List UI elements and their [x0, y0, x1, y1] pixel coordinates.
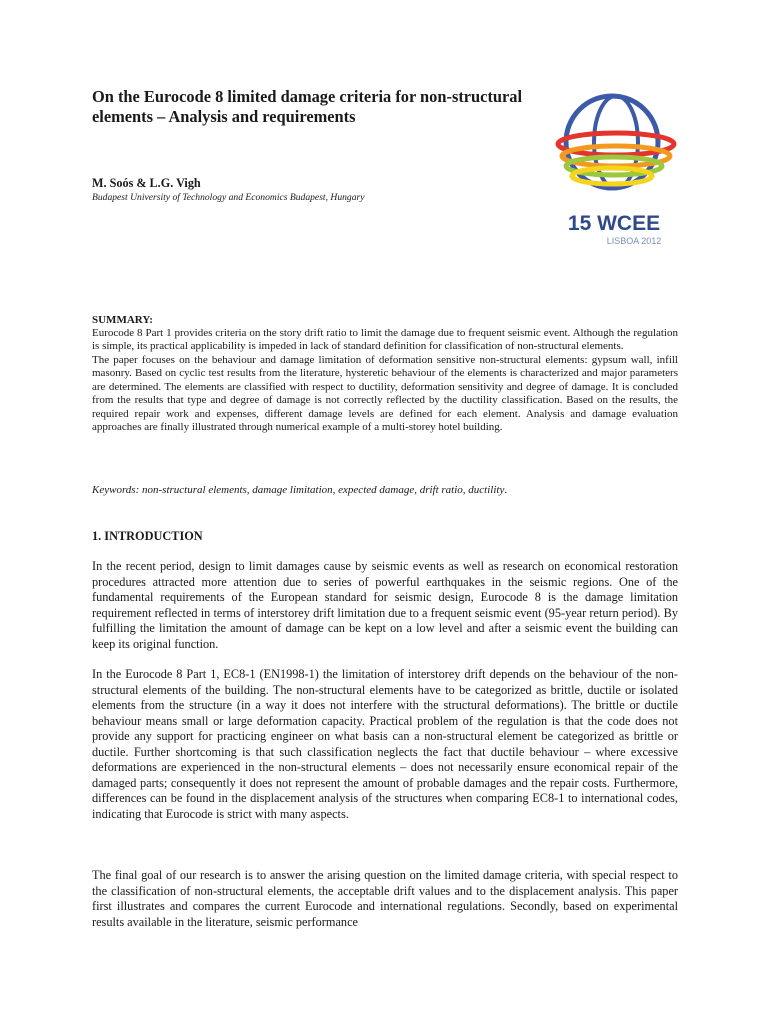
summary-body: [92, 327, 678, 435]
logo-subtitle: LISBOA 2012: [606, 236, 662, 246]
paper-authors: M. Soós & L.G. Vigh: [92, 176, 201, 190]
logo-title: 15 WCEE: [567, 212, 661, 235]
summary-paragraph: Eurocode 8 Part 1 provides criteria on the story drift ratio to limit the damage due to frequent seismic event. Although the regulation is simple, its practical applicability is impeded in lack of standard definition for classification of non-structural elements.: [92, 327, 678, 353]
body-paragraph: In the recent period, design to limit damages cause by seismic events as well as research on economical restoration procedures attracted more attention due to series of powerful earthquakes in the seismic regions. One of the fundamental requirements of the European standard for seismic design, Eurocode 8 is the damage limitation requirement reflected in terms of interstorey drift limitation due to a frequent seismic event (95-year return period). By fulfilling the limitation the amount of damage can be kept on a low level and after a seismic event the building can keep its original function.: [92, 559, 678, 651]
body-paragraph: The final goal of our research is to answer the arising question on the limited damage criteria, with special respect to the classification of non-structural elements, the acceptable drift values and to the displacement analysis. This paper first illustrates and compares the current Eurocode and international regulations. Secondly, based on experimental results available in the literature, seismic performance: [92, 868, 678, 929]
paper-title: On the Eurocode 8 limited damage criteria for non-structural elements – Analysis and requirements: [92, 87, 523, 126]
body-paragraph: In the Eurocode 8 Part 1, EC8-1 (EN1998-1) the limitation of interstorey drift depends on the behaviour of the non-structural elements of the building. The non-structural elements have to be categorized as brittle, ductile or isolated elements from the structure (in a way it does not interfere with the structural deformations). The brittle or ductile behaviour means small or large deformation capacity. Practical problem of the regulation is that the code does not provide any support for practicing engineer on what basis can a non-structural element be categorized as brittle or ductile. Further shortcoming is that such classification neglects the fact that ductile behaviour – where excessive deformations are experienced in the non-structural elements – does not necessarily ensure economical repair of the damaged parts; consequently it does not represent the amount of probable damages and the repair costs. Furthermore, differences can be found in the displacement analysis of the structures when comparing EC8-1 to international codes, indicating that Eurocode is strict with many aspects.: [92, 667, 678, 821]
keywords-end: .: [504, 484, 508, 496]
author-affiliation: Budapest University of Technology and Economics Budapest, Hungary: [92, 192, 365, 203]
keywords-label: Keywords:: [92, 484, 140, 496]
keywords-text: non-structural elements, damage limitation, expected damage, drift ratio, ductility: [142, 484, 505, 496]
section-heading: 1. INTRODUCTION: [92, 529, 203, 543]
keywords: [92, 484, 678, 496]
summary-heading: SUMMARY:: [92, 314, 153, 326]
conference-logo: [550, 84, 680, 249]
summary-paragraph: The paper focuses on the behaviour and damage limitation of deformation sensitive non-structural elements: gypsum wall, infill masonry. Based on cyclic test results from the literature, hysteretic behaviour of the elements is characterized and major parameters are determined. The elements are classified with respect to ductility, deformation sensitivity and degree of damage. It is concluded from the results that type and degree of damage is not correctly reflected by the ductility classification. Based on the results, the required repair work and expenses, different damage levels are defined for each element. Analysis and damage evaluation approaches are finally illustrated through numerical example of a multi-storey hotel building.: [92, 353, 678, 434]
